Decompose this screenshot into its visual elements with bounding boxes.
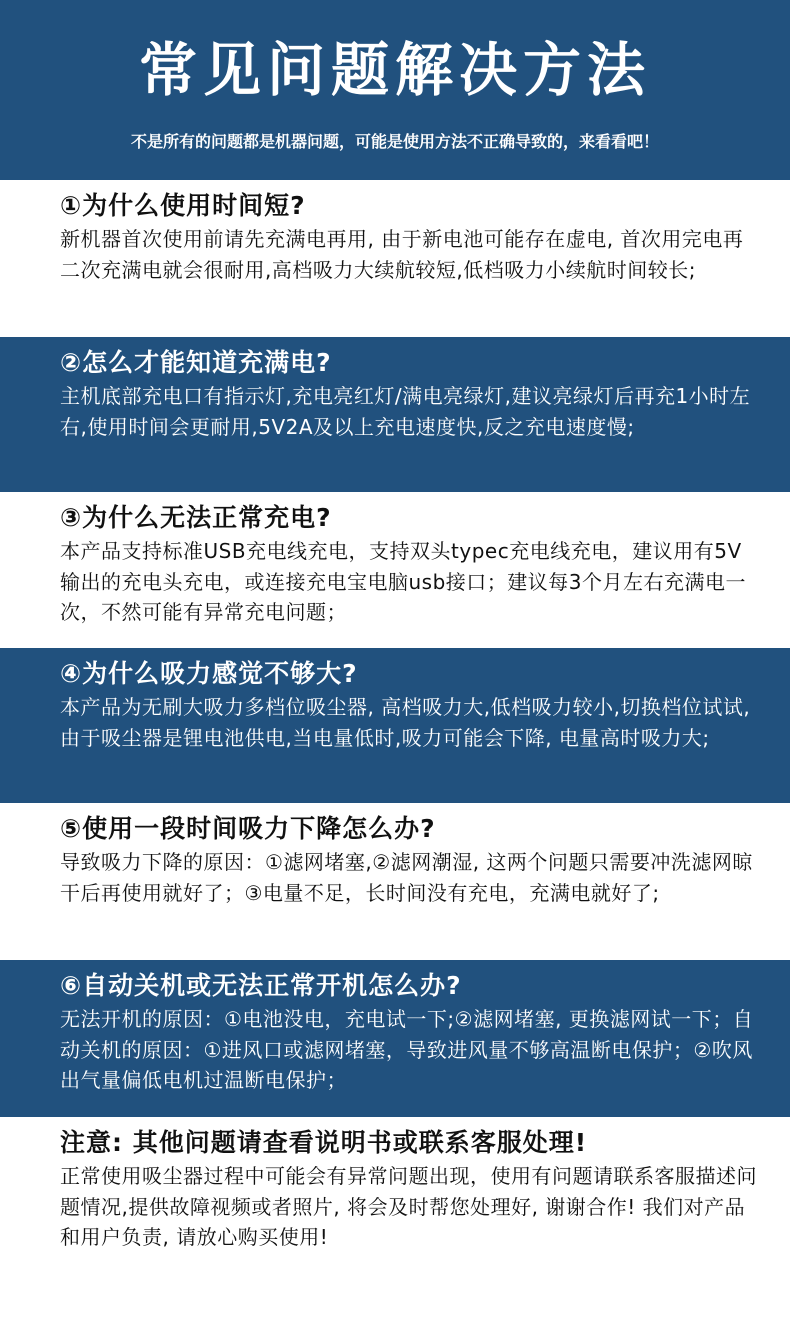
notice-title: 注意: 其他问题请查看说明书或联系客服处理! — [60, 1128, 588, 1157]
faq-question-5: ⑤使用一段时间吸力下降怎么办? — [60, 814, 436, 843]
faq-section-3 — [0, 492, 790, 648]
faq-section-6 — [0, 960, 790, 1117]
faq-section-2 — [0, 337, 790, 492]
faq-answer-4: 本产品为无刷大吸力多档位吸尘器, 高档吸力大,低档吸力较小,切换档位试试,由于吸尘器是锂电池供电,当电量低时,吸力可能会下降, 电量高时吸力大; — [60, 695, 751, 750]
faq-answer-1: 新机器首次使用前请先充满电再用, 由于新电池可能存在虚电, 首次用完电再二次充满电就会很耐用,高档吸力大续航较短,低档吸力小续航时间较长; — [60, 227, 744, 282]
faq-question-6: ⑥自动关机或无法正常开机怎么办? — [60, 971, 462, 1000]
header-banner — [0, 0, 790, 180]
faq-section-4 — [0, 648, 790, 803]
faq-question-4: ④为什么吸力感觉不够大? — [60, 659, 358, 688]
faq-answer-2: 主机底部充电口有指示灯,充电亮红灯/满电亮绿灯,建议亮绿灯后再充1小时左右,使用时间会更耐用,5V2A及以上充电速度快,反之充电速度慢; — [60, 384, 751, 439]
faq-answer-6: 无法开机的原因：①电池没电，充电试一下;②滤网堵塞, 更换滤网试一下；自动关机的原因：①进风口或滤网堵塞，导致进风量不够高温断电保护；②吹风出气量偏低电机过温断电保护； — [60, 1007, 754, 1092]
notice-body: 正常使用吸尘器过程中可能会有异常问题出现，使用有问题请联系客服描述问题情况,提供故障视频或者照片, 将会及时帮您处理好, 谢谢合作! 我们对产品和用户负责, 请放心购买使用! — [60, 1164, 757, 1249]
page-title: 常见问题解决方法 — [138, 36, 651, 104]
faq-question-1: ①为什么使用时间短? — [60, 191, 306, 220]
faq-question-2: ②怎么才能知道充满电? — [60, 348, 332, 377]
faq-answer-3: 本产品支持标准USB充电线充电，支持双头typec充电线充电，建议用有5V输出的充电头充电，或连接充电宝电脑usb接口；建议每3个月左右充满电一次，不然可能有异常充电问题； — [60, 539, 747, 624]
notice-section — [0, 1117, 790, 1317]
faq-question-3: ③为什么无法正常充电? — [60, 503, 332, 532]
faq-answer-5: 导致吸力下降的原因：①滤网堵塞,②滤网潮湿, 这两个问题只需要冲洗滤网晾干后再使用就好了；③电量不足，长时间没有充电，充满电就好了; — [60, 850, 753, 905]
faq-section-1 — [0, 180, 790, 337]
faq-section-5 — [0, 803, 790, 960]
page-subtitle: 不是所有的问题都是机器问题，可能是使用方法不正确导致的，来看看吧！ — [130, 132, 659, 151]
